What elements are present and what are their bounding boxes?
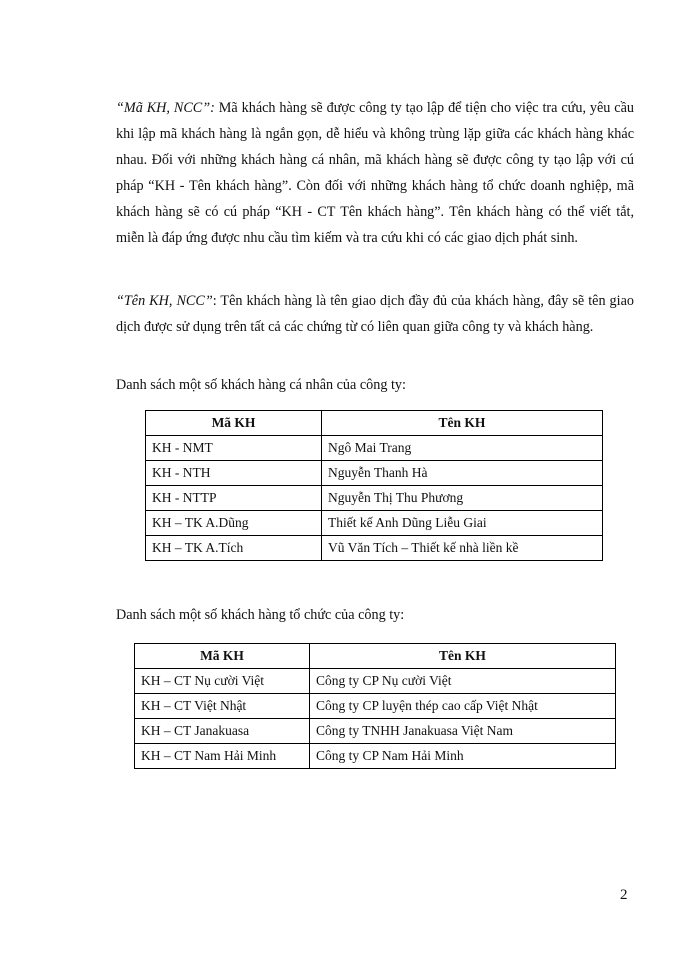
table-row [135, 669, 616, 694]
individual-customers-table [145, 410, 603, 561]
table-row [146, 436, 603, 461]
term-ma-kh: “Mã KH, NCC”: [116, 100, 215, 116]
organization-customers-table [134, 643, 616, 769]
cell-ten-kh: Ngô Mai Trang [322, 436, 603, 461]
cell-ma-kh: KH – CT Nam Hải Minh [135, 744, 310, 769]
cell-ma-kh: KH - NMT [146, 436, 322, 461]
cell-ma-kh: KH – CT Janakuasa [135, 719, 310, 744]
table-row [135, 694, 616, 719]
table-row [146, 536, 603, 561]
header-ma-kh: Mã KH [135, 644, 310, 669]
page-number: 2 [620, 887, 628, 903]
cell-ten-kh: Vũ Văn Tích – Thiết kế nhà liền kề [322, 536, 603, 561]
header-ten-kh: Tên KH [322, 411, 603, 436]
cell-ma-kh: KH – CT Việt Nhật [135, 694, 310, 719]
paragraph-ten-kh [116, 288, 634, 340]
cell-ma-kh: KH - NTH [146, 461, 322, 486]
header-ten-kh: Tên KH [310, 644, 616, 669]
cell-ten-kh: Thiết kế Anh Dũng Liễu Giai [322, 511, 603, 536]
table-row [146, 511, 603, 536]
paragraph-ma-kh-text: Mã khách hàng sẽ được công ty tạo lập để tiện cho việc tra cứu, yêu cầu khi lập mã khách hàng là ngắn gọn, dễ hiểu và không trùng lặp giữa các khách hàng khác nhau. Đối với những khách hàng cá nhân, mã khách hàng sẽ được công ty tạo lập với cú pháp “KH - Tên khách hàng”. Còn đối với những khách hàng tổ chức doanh nghiệp, mã khách hàng sẽ có cú pháp “KH - CT Tên khách hàng”. Tên khách hàng có thể viết tắt, miễn là đáp ứng được nhu cầu tìm kiếm và tra cứu khi có các giao dịch phát sinh. [116, 100, 634, 246]
cell-ma-kh: KH – TK A.Tích [146, 536, 322, 561]
table-row [146, 486, 603, 511]
cell-ten-kh: Công ty CP luyện thép cao cấp Việt Nhật [310, 694, 616, 719]
term-ten-kh: “Tên KH, NCC” [116, 293, 213, 309]
cell-ten-kh: Công ty CP Nụ cười Việt [310, 669, 616, 694]
cell-ma-kh: KH – TK A.Dũng [146, 511, 322, 536]
individual-caption: Danh sách một số khách hàng cá nhân của công ty: [116, 377, 406, 393]
table-header-row [146, 411, 603, 436]
table-header-row [135, 644, 616, 669]
paragraph-ten-kh-text: : Tên khách hàng là tên giao dịch đầy đủ của khách hàng, đây sẽ tên giao dịch được sử dụng trên tất cả các chứng từ có liên quan giữa công ty và khách hàng. [116, 293, 634, 335]
table-row [135, 719, 616, 744]
cell-ten-kh: Công ty CP Nam Hải Minh [310, 744, 616, 769]
cell-ten-kh: Nguyễn Thị Thu Phương [322, 486, 603, 511]
table-row [146, 461, 603, 486]
cell-ten-kh: Công ty TNHH Janakuasa Việt Nam [310, 719, 616, 744]
cell-ma-kh: KH - NTTP [146, 486, 322, 511]
organization-caption: Danh sách một số khách hàng tổ chức của công ty: [116, 607, 405, 623]
table-row [135, 744, 616, 769]
cell-ten-kh: Nguyễn Thanh Hà [322, 461, 603, 486]
cell-ma-kh: KH – CT Nụ cười Việt [135, 669, 310, 694]
header-ma-kh: Mã KH [146, 411, 322, 436]
paragraph-ma-kh [116, 95, 634, 251]
